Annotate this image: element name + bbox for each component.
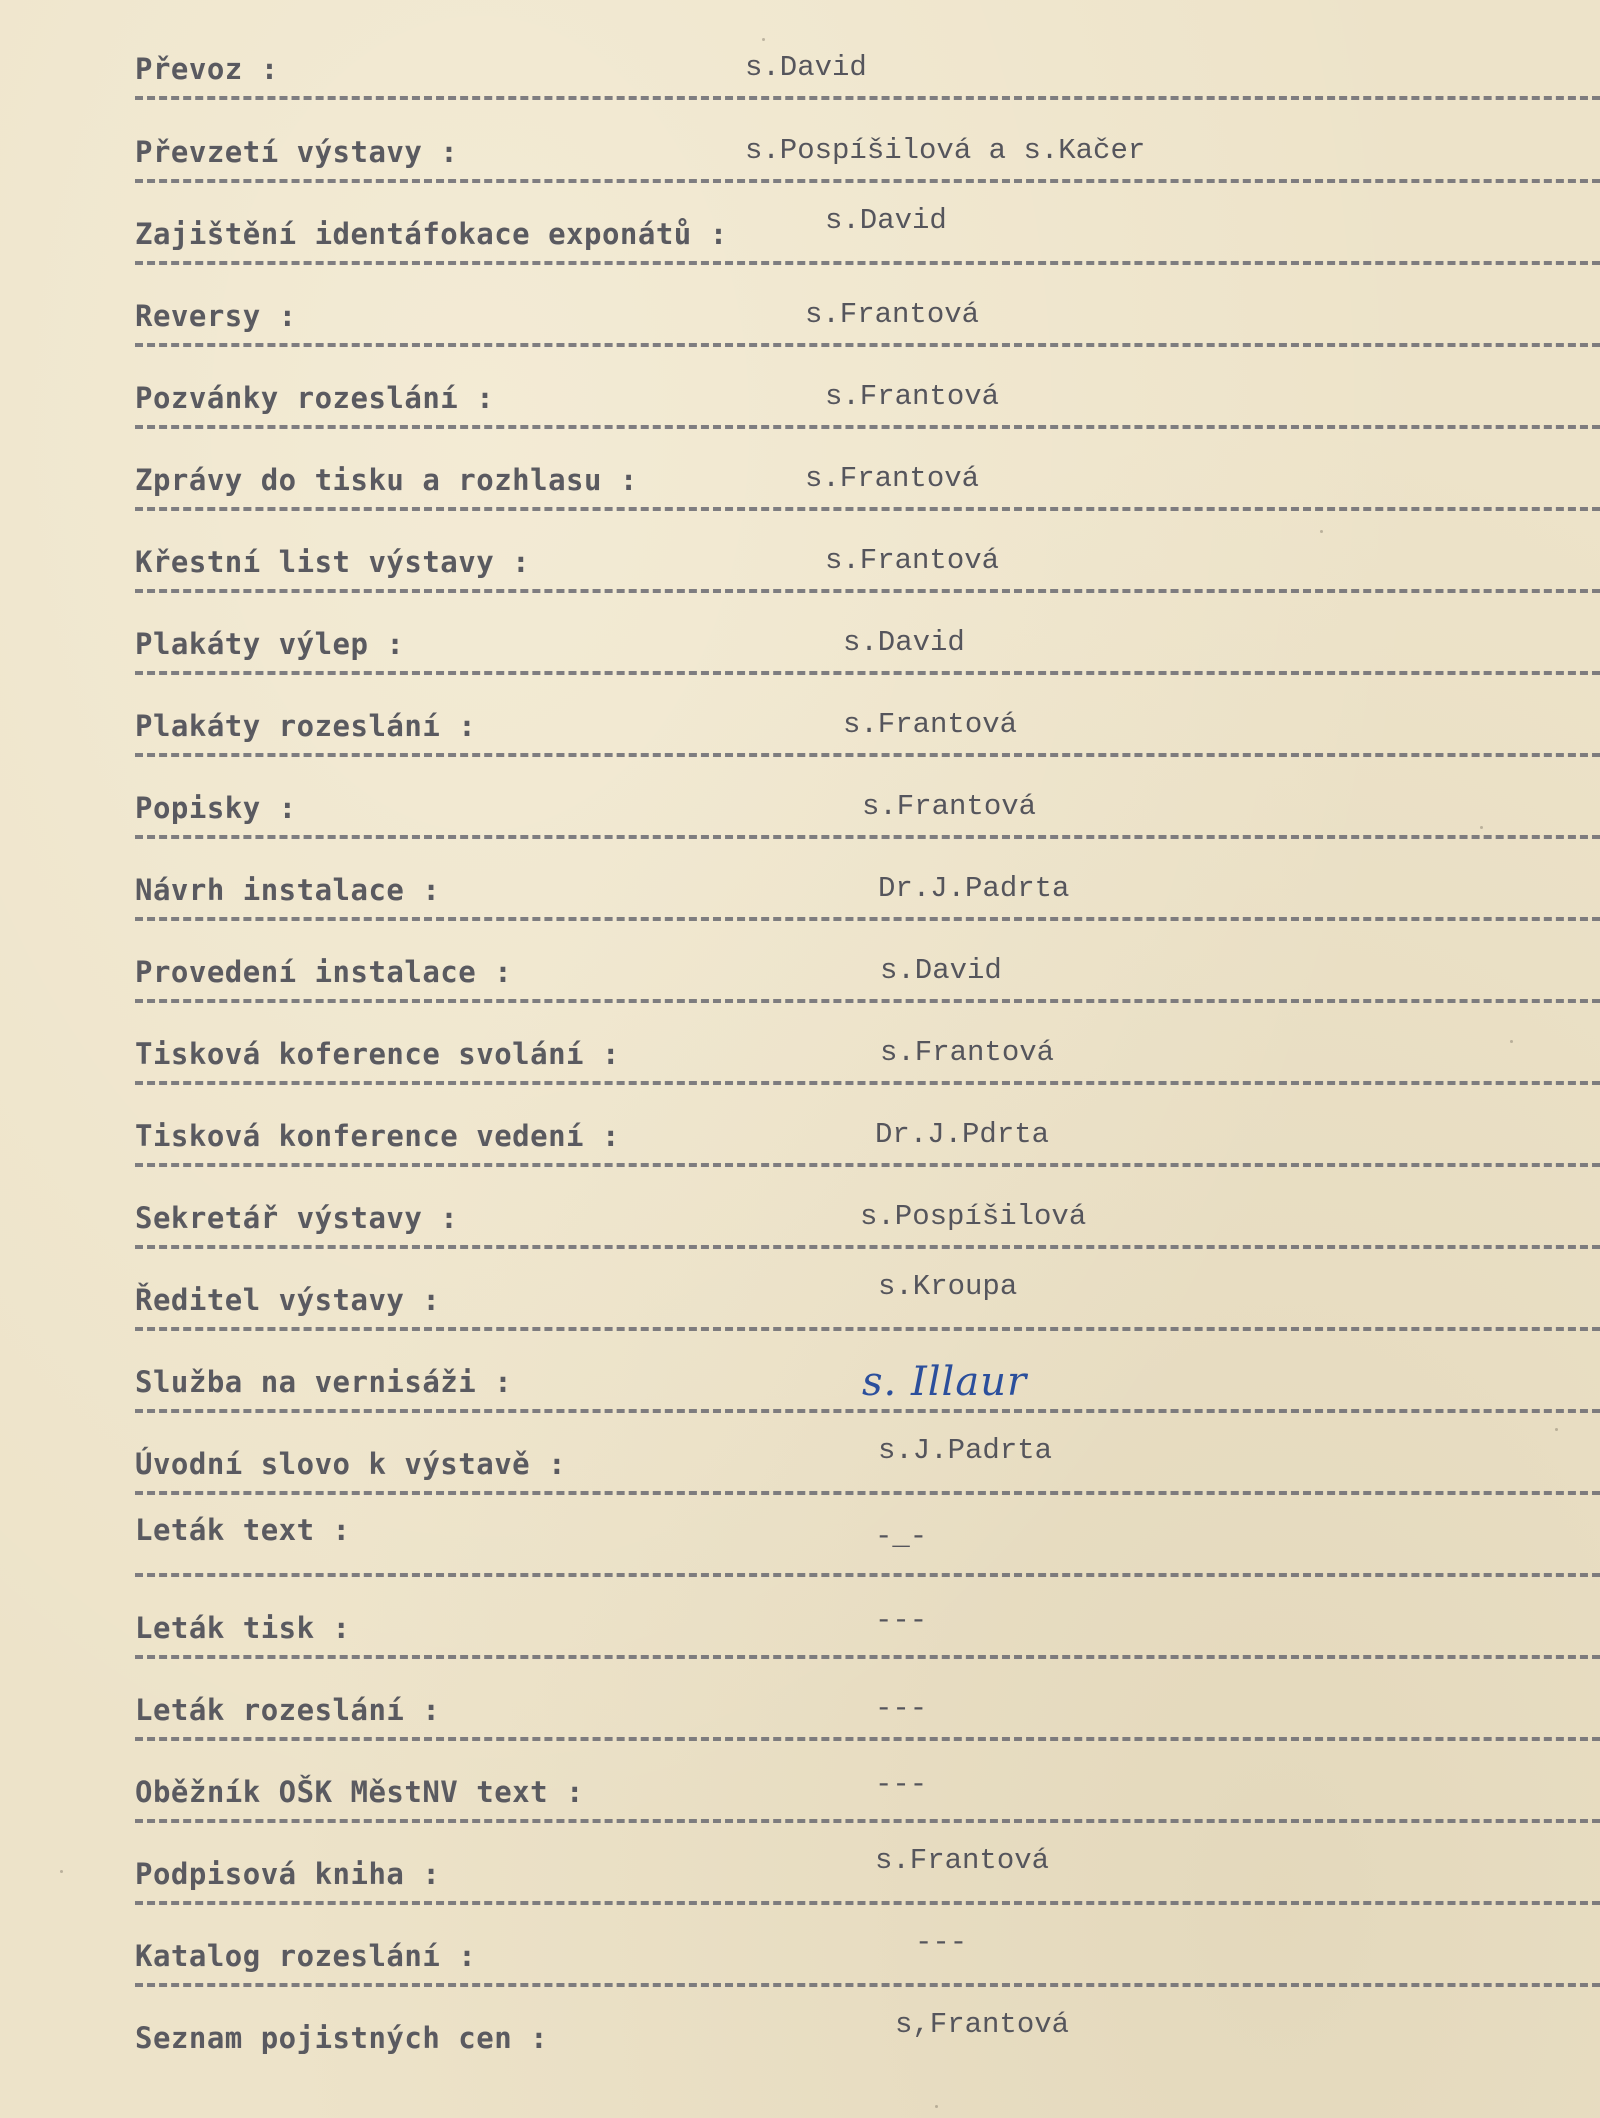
handwritten-value: s. Illaur xyxy=(862,1359,1028,1405)
form-row-provedeni-instalace xyxy=(0,943,1600,1003)
row-label: Křestní list výstavy : xyxy=(135,545,531,579)
paper-speck xyxy=(1555,1428,1558,1431)
row-value: Dr.J.Pdrta xyxy=(875,1118,1050,1151)
row-label: Návrh instalace : xyxy=(135,873,441,907)
row-label: Oběžník OŠK MěstNV text : xyxy=(135,1775,584,1809)
form-row-krestni-list xyxy=(0,533,1600,593)
row-value: s.J.Padrta xyxy=(878,1434,1053,1467)
form-row-prevzeti-vystavy xyxy=(0,123,1600,183)
form-row-podpisova-kniha xyxy=(0,1845,1600,1905)
row-value: s.David xyxy=(825,204,947,237)
row-value: --- xyxy=(875,1604,928,1637)
form-row-prevoz xyxy=(0,40,1600,100)
row-value: Dr.J.Padrta xyxy=(878,872,1070,905)
form-row-tiskova-vedeni xyxy=(0,1107,1600,1167)
dashed-rule xyxy=(135,343,1600,347)
dashed-rule xyxy=(135,1901,1600,1905)
form-row-letak-rozeslani xyxy=(0,1681,1600,1741)
form-row-katalog xyxy=(0,1927,1600,1987)
row-label: Reversy : xyxy=(135,299,297,333)
row-value: s.David xyxy=(745,51,867,84)
form-row-sekretar xyxy=(0,1189,1600,1249)
form-row-zpravy xyxy=(0,451,1600,511)
dashed-rule xyxy=(135,1163,1600,1167)
paper-speck xyxy=(1480,826,1483,829)
row-value: --- xyxy=(875,1768,928,1801)
form-row-navrh-instalace xyxy=(0,861,1600,921)
dashed-rule xyxy=(135,917,1600,921)
dashed-rule xyxy=(135,1491,1600,1495)
row-label: Sekretář výstavy : xyxy=(135,1201,459,1235)
row-label: Zajištění identáfokace exponátů : xyxy=(135,217,728,251)
paper-speck xyxy=(1510,1040,1513,1043)
dashed-rule xyxy=(135,1081,1600,1085)
row-value: s.Frantová xyxy=(843,708,1018,741)
row-label: Katalog rozeslání : xyxy=(135,1939,477,1973)
row-value: s.Kroupa xyxy=(878,1270,1018,1303)
form-row-letak-tisk xyxy=(0,1599,1600,1659)
row-value: s.Frantová xyxy=(880,1036,1055,1069)
row-value: s.David xyxy=(843,626,965,659)
dashed-rule xyxy=(135,835,1600,839)
form-row-seznam-pojistnych xyxy=(0,2009,1600,2069)
dashed-rule xyxy=(135,1245,1600,1249)
form-row-pozvanky xyxy=(0,369,1600,429)
row-label: Tisková koference svolání : xyxy=(135,1037,620,1071)
dashed-rule xyxy=(135,1737,1600,1741)
row-value: s.David xyxy=(880,954,1002,987)
dashed-rule xyxy=(135,1983,1600,1987)
form-row-obeznik xyxy=(0,1763,1600,1823)
row-label: Plakáty výlep : xyxy=(135,627,405,661)
row-label: Seznam pojistných cen : xyxy=(135,2021,549,2055)
paper-speck xyxy=(762,38,765,41)
row-value: --- xyxy=(915,1926,968,1959)
form-row-plakaty-vylep xyxy=(0,615,1600,675)
row-value: s,Frantová xyxy=(895,2008,1070,2041)
form-row-tiskova-svolani xyxy=(0,1025,1600,1085)
row-value: s.Frantová xyxy=(825,544,1000,577)
row-value: s.Frantová xyxy=(862,790,1037,823)
row-label: Tisková konference vedení : xyxy=(135,1119,620,1153)
row-value: s.Frantová xyxy=(875,1844,1050,1877)
row-value: s.Frantová xyxy=(805,462,980,495)
form-row-plakaty-rozeslani xyxy=(0,697,1600,757)
dashed-rule xyxy=(135,425,1600,429)
row-label: Ředitel výstavy : xyxy=(135,1283,441,1317)
row-value: -_- xyxy=(875,1520,928,1553)
paper-speck xyxy=(935,2105,938,2108)
row-value: --- xyxy=(875,1692,928,1725)
row-label: Popisky : xyxy=(135,791,297,825)
form-row-sluzba-vernisaz xyxy=(0,1353,1600,1413)
form-row-reditel xyxy=(0,1271,1600,1331)
form-row-letak-text xyxy=(0,1513,1600,1577)
row-label: Zprávy do tisku a rozhlasu : xyxy=(135,463,638,497)
dashed-rule xyxy=(135,671,1600,675)
dashed-rule xyxy=(135,1819,1600,1823)
form-row-popisky xyxy=(0,779,1600,839)
row-value: s.Frantová xyxy=(825,380,1000,413)
row-label: Leták tisk : xyxy=(135,1611,351,1645)
row-label: Podpisová kniha : xyxy=(135,1857,441,1891)
row-label: Leták text : xyxy=(135,1513,351,1547)
dashed-rule xyxy=(135,96,1600,100)
dashed-rule xyxy=(135,1409,1600,1413)
row-label: Leták rozeslání : xyxy=(135,1693,441,1727)
paper-speck xyxy=(1320,530,1323,533)
dashed-rule xyxy=(135,999,1600,1003)
dashed-rule xyxy=(135,753,1600,757)
paper-speck xyxy=(60,1870,63,1873)
dashed-rule xyxy=(135,507,1600,511)
dashed-rule xyxy=(135,179,1600,183)
row-value: s.Pospíšilová xyxy=(860,1200,1087,1233)
dashed-rule xyxy=(135,1327,1600,1331)
row-label: Úvodní slovo k výstavě : xyxy=(135,1447,567,1481)
form-row-reversy xyxy=(0,287,1600,347)
form-row-identifikace xyxy=(0,205,1600,265)
row-label: Služba na vernisáži : xyxy=(135,1365,513,1399)
dashed-rule xyxy=(135,589,1600,593)
row-value: s.Frantová xyxy=(805,298,980,331)
dashed-rule xyxy=(135,1655,1600,1659)
row-label: Plakáty rozeslání : xyxy=(135,709,477,743)
row-value: s.Pospíšilová a s.Kačer xyxy=(745,134,1146,167)
dashed-rule xyxy=(135,261,1600,265)
row-label: Převoz : xyxy=(135,52,279,86)
form-row-uvodni-slovo xyxy=(0,1435,1600,1495)
row-label: Pozvánky rozeslání : xyxy=(135,381,495,415)
row-label: Převzetí výstavy : xyxy=(135,135,459,169)
dashed-rule xyxy=(135,1573,1600,1577)
row-label: Provedení instalace : xyxy=(135,955,513,989)
